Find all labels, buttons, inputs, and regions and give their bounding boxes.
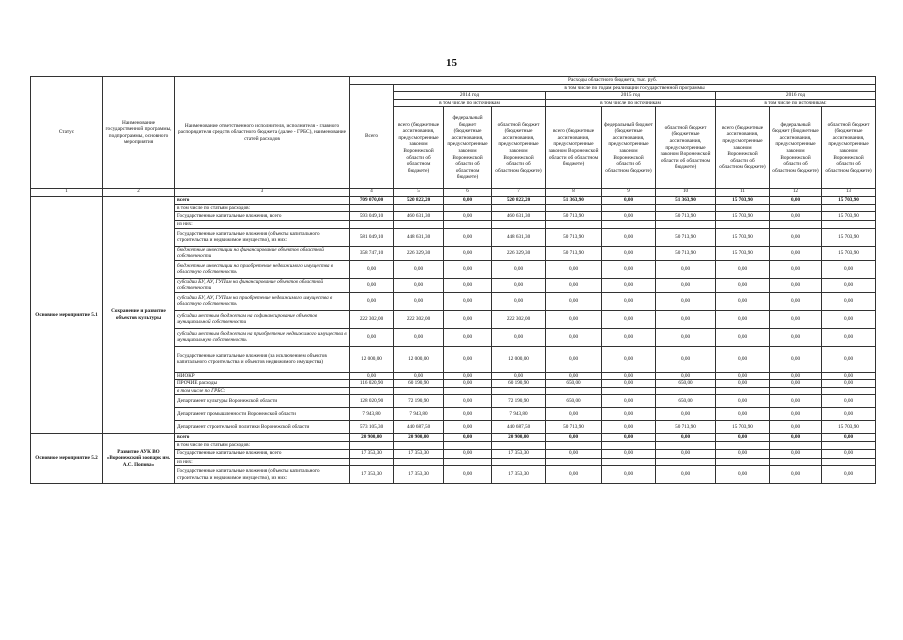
value-cell: 0,00	[822, 310, 876, 328]
value-cell: 7 943,80	[350, 408, 394, 421]
value-cell: 0,00	[602, 212, 656, 221]
value-cell	[394, 387, 444, 395]
header-col-all-2014: всего (бюджетные ассигнования, предусмотренные законом Воронежской области об областном бюджете)	[394, 107, 444, 189]
value-cell: 0,00	[350, 328, 394, 346]
value-cell: 0,00	[770, 196, 822, 204]
value-cell	[602, 204, 656, 212]
value-cell: 0,00	[716, 278, 770, 292]
value-cell: 0,00	[350, 292, 394, 310]
value-cell	[770, 204, 822, 212]
value-cell: 17 353,30	[350, 466, 394, 484]
value-cell: 0,00	[394, 260, 444, 278]
value-cell: 0,00	[770, 395, 822, 408]
table-header	[31, 77, 876, 197]
value-cell: 15 703,90	[716, 228, 770, 246]
value-cell: 0,00	[716, 328, 770, 346]
expense-item-label: в том числе по ГРБС:	[175, 387, 350, 395]
value-cell: 0,00	[770, 434, 822, 442]
header-sources-2014: в том числе по источникам	[394, 99, 546, 107]
value-cell	[350, 442, 394, 450]
program-name-cell: Развитие АУК ВО «Воронежский зоопарк им. А.С. Попова»	[103, 434, 175, 484]
value-cell	[444, 458, 492, 466]
value-cell	[546, 221, 602, 229]
header-sources-2015: в том числе по источникам	[546, 99, 716, 107]
value-cell: 15 703,90	[822, 228, 876, 246]
value-cell: 0,00	[394, 278, 444, 292]
value-cell: 12 000,00	[350, 346, 394, 372]
value-cell: 0,00	[656, 260, 716, 278]
value-cell: 0,00	[444, 434, 492, 442]
value-cell: 50 713,90	[656, 212, 716, 221]
header-col-reg-2016: областной бюджет (бюджетные ассигнования, предусмотренные законом Воронежской области об областном бюджете)	[822, 107, 876, 189]
value-cell: 50 713,90	[546, 421, 602, 434]
value-cell	[716, 458, 770, 466]
value-cell: 709 070,00	[350, 196, 394, 204]
expense-item-label: всего	[175, 196, 350, 204]
value-cell: 7 943,80	[394, 408, 444, 421]
value-cell	[602, 387, 656, 395]
value-cell	[394, 221, 444, 229]
expense-item-label: Государственные капитальные вложения (объекты капитального строительства и недвижимое имущество), из них:	[175, 228, 350, 246]
value-cell: 448 631,30	[394, 228, 444, 246]
value-cell: 0,00	[444, 260, 492, 278]
value-cell	[546, 442, 602, 450]
value-cell: 0,00	[656, 449, 716, 458]
value-cell: 60 190,90	[492, 380, 546, 388]
value-cell: 0,00	[716, 408, 770, 421]
value-cell: 650,00	[656, 380, 716, 388]
value-cell: 50 713,90	[656, 246, 716, 260]
value-cell: 0,00	[770, 212, 822, 221]
budget-table	[30, 76, 876, 484]
value-cell: 72 190,90	[492, 395, 546, 408]
value-cell: 0,00	[602, 246, 656, 260]
value-cell: 0,00	[350, 260, 394, 278]
value-cell	[602, 442, 656, 450]
value-cell: 440 687,50	[394, 421, 444, 434]
expense-item-label: из них:	[175, 458, 350, 466]
expense-item-label: Государственные капитальные вложения, всего	[175, 212, 350, 221]
value-cell	[492, 204, 546, 212]
value-cell: 0,00	[602, 434, 656, 442]
value-cell: 0,00	[444, 421, 492, 434]
value-cell	[444, 221, 492, 229]
header-status: Статус	[31, 77, 103, 189]
value-cell	[350, 458, 394, 466]
header-sources-2016: в том числе по источникам:	[716, 99, 876, 107]
value-cell	[716, 221, 770, 229]
header-year-2015: 2015 год	[546, 92, 716, 100]
value-cell: 0,00	[716, 449, 770, 458]
value-cell: 0,00	[770, 278, 822, 292]
value-cell: 20 900,00	[492, 434, 546, 442]
value-cell	[656, 204, 716, 212]
status-cell: Основное мероприятие 5.2	[31, 434, 103, 484]
value-cell: 17 353,30	[394, 466, 444, 484]
value-cell: 0,00	[716, 372, 770, 380]
value-cell: 15 703,90	[716, 212, 770, 221]
value-cell: 128 020,90	[350, 395, 394, 408]
value-cell	[716, 442, 770, 450]
program-name-cell: Сохранение и развитие объектов культуры	[103, 196, 175, 434]
value-cell: 0,00	[716, 395, 770, 408]
expense-item-label: субсидии местным бюджетам на приобретение недвижимого имущества в муниципальную собственность	[175, 328, 350, 346]
value-cell	[716, 387, 770, 395]
value-cell	[350, 221, 394, 229]
value-cell: 0,00	[444, 466, 492, 484]
value-cell: 17 353,30	[394, 449, 444, 458]
expense-item-label: субсидии БУ, АУ, ГУПам на приобретение недвижимого имущества в областную собственность	[175, 292, 350, 310]
value-cell: 0,00	[444, 196, 492, 204]
value-cell: 0,00	[546, 310, 602, 328]
value-cell: 0,00	[492, 278, 546, 292]
value-cell: 12 000,00	[394, 346, 444, 372]
value-cell: 650,00	[546, 395, 602, 408]
column-number: 3	[175, 189, 350, 196]
column-number: 5	[394, 189, 444, 196]
value-cell: 0,00	[444, 212, 492, 221]
value-cell: 0,00	[444, 380, 492, 388]
value-cell: 650,00	[656, 395, 716, 408]
value-cell: 0,00	[492, 292, 546, 310]
value-cell: 0,00	[822, 346, 876, 372]
expense-item-label: ПРОЧИЕ расходы	[175, 380, 350, 388]
expense-item-label: Государственные капитальные вложения (за исключением объектов капитального строительства и объектов недвижимого имущества)	[175, 346, 350, 372]
value-cell: 0,00	[770, 246, 822, 260]
value-cell	[822, 442, 876, 450]
value-cell: 0,00	[602, 310, 656, 328]
value-cell: 0,00	[444, 278, 492, 292]
value-cell: 0,00	[822, 466, 876, 484]
value-cell: 573 105,30	[350, 421, 394, 434]
header-total: Всего	[350, 84, 394, 189]
header-col-all-2016: всего (бюджетные ассигнования, предусмотренные законом Воронежской области об областном бюджете)	[716, 107, 770, 189]
value-cell: 50 713,90	[656, 421, 716, 434]
value-cell: 72 190,90	[394, 395, 444, 408]
value-cell: 50 713,90	[546, 246, 602, 260]
value-cell: 50 713,90	[656, 228, 716, 246]
value-cell: 0,00	[716, 466, 770, 484]
value-cell	[492, 442, 546, 450]
header-year-2016: 2016 год	[716, 92, 876, 100]
value-cell	[822, 458, 876, 466]
value-cell: 0,00	[394, 328, 444, 346]
value-cell: 0,00	[444, 372, 492, 380]
value-cell: 0,00	[602, 380, 656, 388]
value-cell: 0,00	[444, 292, 492, 310]
value-cell	[492, 387, 546, 395]
header-name: Наименование государственной программы, подпрограммы, основного мероприятия	[103, 77, 175, 189]
value-cell: 0,00	[602, 346, 656, 372]
table-body	[31, 196, 876, 484]
expense-item-label: Департамент культуры Воронежской области	[175, 395, 350, 408]
expense-item-label: из них:	[175, 221, 350, 229]
value-cell: 593 049,10	[350, 212, 394, 221]
column-number: 10	[656, 189, 716, 196]
value-cell	[770, 221, 822, 229]
value-cell: 0,00	[602, 328, 656, 346]
value-cell: 0,00	[716, 260, 770, 278]
value-cell: 0,00	[770, 380, 822, 388]
header-year-2014: 2014 год	[394, 92, 546, 100]
value-cell: 17 353,30	[492, 449, 546, 458]
value-cell: 0,00	[822, 395, 876, 408]
column-number: 12	[770, 189, 822, 196]
value-cell	[822, 387, 876, 395]
value-cell	[350, 204, 394, 212]
value-cell: 0,00	[444, 228, 492, 246]
value-cell: 0,00	[656, 466, 716, 484]
value-cell	[394, 442, 444, 450]
value-cell: 0,00	[770, 346, 822, 372]
expense-item-label: бюджетные инвестиции на приобретение недвижимого имущества в областную собственность	[175, 260, 350, 278]
expense-item-label: субсидии местным бюджетам на софинансирование объектов муниципальной собственности	[175, 310, 350, 328]
value-cell	[492, 221, 546, 229]
value-cell: 520 822,20	[492, 196, 546, 204]
value-cell: 0,00	[602, 372, 656, 380]
value-cell: 15 703,90	[716, 421, 770, 434]
value-cell	[656, 221, 716, 229]
value-cell: 0,00	[444, 395, 492, 408]
column-number: 2	[103, 189, 175, 196]
column-number: 9	[602, 189, 656, 196]
status-cell: Основное мероприятие 5.1	[31, 196, 103, 434]
value-cell: 0,00	[602, 278, 656, 292]
value-cell: 0,00	[822, 434, 876, 442]
value-cell: 0,00	[350, 372, 394, 380]
column-number: 4	[350, 189, 394, 196]
value-cell	[492, 458, 546, 466]
value-cell	[546, 458, 602, 466]
header-executor: Наименование ответственного исполнителя, исполнителя - главного распорядителя средств областного бюджета (далее - ГРБС), наименование статей расходов	[175, 77, 350, 189]
column-number: 13	[822, 189, 876, 196]
value-cell	[822, 204, 876, 212]
value-cell: 0,00	[716, 346, 770, 372]
value-cell: 0,00	[770, 372, 822, 380]
value-cell	[822, 221, 876, 229]
value-cell: 15 703,90	[822, 421, 876, 434]
value-cell	[546, 204, 602, 212]
expense-item-label: Департамент промышленности Воронежской области	[175, 408, 350, 421]
value-cell: 0,00	[716, 292, 770, 310]
value-cell: 0,00	[350, 278, 394, 292]
value-cell: 15 703,90	[716, 246, 770, 260]
value-cell: 7 943,80	[492, 408, 546, 421]
expense-item-label: в том числе по статьям расходов:	[175, 204, 350, 212]
value-cell: 0,00	[822, 292, 876, 310]
value-cell: 0,00	[770, 421, 822, 434]
expense-item-label: Государственные капитальные вложения, всего	[175, 449, 350, 458]
value-cell: 15 703,90	[822, 246, 876, 260]
value-cell: 0,00	[716, 434, 770, 442]
table-row	[31, 196, 876, 204]
value-cell: 0,00	[546, 346, 602, 372]
expense-item-label: бюджетные инвестиции на финансирование объектов областной собственности	[175, 246, 350, 260]
value-cell	[716, 204, 770, 212]
value-cell: 222 302,00	[394, 310, 444, 328]
value-cell: 0,00	[656, 292, 716, 310]
header-col-reg-2015: областной бюджет (бюджетные ассигнования, предусмотренные законом Воронежской области об областном бюджете)	[656, 107, 716, 189]
value-cell: 0,00	[770, 228, 822, 246]
value-cell: 0,00	[444, 246, 492, 260]
expense-item-label: всего	[175, 434, 350, 442]
header-col-fed-2016: федеральный бюджет (бюджетные ассигнования, предусмотренные законом Воронежской области об областном бюджете)	[770, 107, 822, 189]
value-cell	[770, 387, 822, 395]
value-cell: 0,00	[602, 408, 656, 421]
value-cell: 0,00	[444, 346, 492, 372]
value-cell: 17 353,30	[492, 466, 546, 484]
value-cell	[602, 221, 656, 229]
value-cell: 448 631,30	[492, 228, 546, 246]
column-number: 8	[546, 189, 602, 196]
column-numbers-row	[31, 189, 876, 196]
value-cell: 0,00	[602, 292, 656, 310]
value-cell: 0,00	[822, 449, 876, 458]
value-cell: 0,00	[492, 260, 546, 278]
value-cell: 51 363,90	[546, 196, 602, 204]
column-number: 11	[716, 189, 770, 196]
header-col-fed-2015: федеральный бюджет (бюджетные ассигнования, предусмотренные законом Воронежской области об областном бюджете)	[602, 107, 656, 189]
value-cell	[602, 458, 656, 466]
value-cell: 520 822,20	[394, 196, 444, 204]
value-cell: 0,00	[394, 372, 444, 380]
value-cell: 0,00	[546, 260, 602, 278]
value-cell: 50 713,90	[546, 228, 602, 246]
value-cell: 15 703,90	[822, 196, 876, 204]
value-cell: 51 363,90	[656, 196, 716, 204]
value-cell: 226 329,30	[492, 246, 546, 260]
value-cell	[350, 387, 394, 395]
value-cell: 0,00	[546, 278, 602, 292]
value-cell: 0,00	[602, 260, 656, 278]
value-cell: 0,00	[444, 310, 492, 328]
value-cell: 0,00	[770, 260, 822, 278]
value-cell: 20 900,00	[350, 434, 394, 442]
value-cell: 0,00	[822, 260, 876, 278]
value-cell: 17 353,30	[350, 449, 394, 458]
value-cell: 15 703,90	[822, 212, 876, 221]
value-cell: 0,00	[546, 408, 602, 421]
expense-item-label: Департамент строительной политики Воронежской области	[175, 421, 350, 434]
value-cell: 0,00	[546, 292, 602, 310]
value-cell: 0,00	[492, 328, 546, 346]
value-cell: 0,00	[546, 434, 602, 442]
value-cell: 0,00	[546, 449, 602, 458]
value-cell: 0,00	[656, 408, 716, 421]
header-second: в том числе по годам реализации государственной программы	[394, 84, 876, 92]
value-cell	[444, 387, 492, 395]
value-cell: 460 631,30	[492, 212, 546, 221]
value-cell: 0,00	[444, 408, 492, 421]
value-cell: 0,00	[822, 328, 876, 346]
value-cell: 0,00	[656, 346, 716, 372]
value-cell: 0,00	[394, 292, 444, 310]
value-cell: 0,00	[444, 328, 492, 346]
value-cell: 15 703,90	[716, 196, 770, 204]
value-cell: 0,00	[546, 372, 602, 380]
value-cell	[770, 442, 822, 450]
value-cell: 0,00	[770, 408, 822, 421]
expense-item-label: Государственные капитальные вложения (объекты капитального строительства и недвижимое имущество), из них:	[175, 466, 350, 484]
column-number: 6	[444, 189, 492, 196]
value-cell: 0,00	[656, 434, 716, 442]
value-cell: 0,00	[770, 310, 822, 328]
value-cell: 0,00	[656, 372, 716, 380]
value-cell	[656, 442, 716, 450]
value-cell: 358 747,10	[350, 246, 394, 260]
header-top: Расходы областного бюджета, тыс. руб.	[350, 77, 876, 85]
value-cell: 0,00	[716, 380, 770, 388]
value-cell: 460 631,30	[394, 212, 444, 221]
header-col-reg-2014: областной бюджет (бюджетные ассигнования, предусмотренные законом Воронежской области об областном бюджете)	[492, 107, 546, 189]
header-col-all-2015: всего (бюджетные ассигнования, предусмотренные законом Воронежской области об областном бюджете)	[546, 107, 602, 189]
column-number: 7	[492, 189, 546, 196]
header-col-fed-2014: федеральный бюджет (бюджетные ассигнования, предусмотренные законом Воронежской области об областном бюджете)	[444, 107, 492, 189]
value-cell: 0,00	[602, 228, 656, 246]
value-cell: 0,00	[770, 328, 822, 346]
expense-item-label: НИОКР	[175, 372, 350, 380]
value-cell: 0,00	[444, 449, 492, 458]
value-cell: 0,00	[546, 328, 602, 346]
page-number: 15	[446, 57, 457, 69]
value-cell: 222 302,00	[492, 310, 546, 328]
value-cell: 0,00	[770, 292, 822, 310]
value-cell	[656, 387, 716, 395]
column-number: 1	[31, 189, 103, 196]
value-cell	[770, 458, 822, 466]
value-cell: 12 000,00	[492, 346, 546, 372]
value-cell: 0,00	[770, 466, 822, 484]
value-cell: 116 020,90	[350, 380, 394, 388]
expense-item-label: в том числе по статьям расходов:	[175, 442, 350, 450]
value-cell	[546, 387, 602, 395]
value-cell: 0,00	[602, 449, 656, 458]
value-cell: 222 302,00	[350, 310, 394, 328]
value-cell: 581 049,10	[350, 228, 394, 246]
value-cell: 0,00	[822, 380, 876, 388]
value-cell: 226 329,30	[394, 246, 444, 260]
value-cell: 440 687,50	[492, 421, 546, 434]
value-cell	[394, 204, 444, 212]
value-cell: 0,00	[602, 395, 656, 408]
value-cell: 0,00	[492, 372, 546, 380]
table-row	[31, 434, 876, 442]
value-cell: 20 900,00	[394, 434, 444, 442]
value-cell: 0,00	[602, 421, 656, 434]
value-cell	[656, 458, 716, 466]
expense-item-label: субсидии БУ, АУ, ГУПам на финансирование объектов областной собственности	[175, 278, 350, 292]
value-cell: 0,00	[602, 196, 656, 204]
value-cell: 60 190,90	[394, 380, 444, 388]
value-cell: 0,00	[822, 278, 876, 292]
value-cell: 650,00	[546, 380, 602, 388]
value-cell: 0,00	[770, 449, 822, 458]
value-cell	[394, 458, 444, 466]
value-cell: 0,00	[656, 328, 716, 346]
value-cell	[444, 204, 492, 212]
value-cell: 0,00	[822, 408, 876, 421]
value-cell: 0,00	[602, 466, 656, 484]
value-cell: 50 713,90	[546, 212, 602, 221]
value-cell: 0,00	[822, 372, 876, 380]
value-cell: 0,00	[716, 310, 770, 328]
value-cell: 0,00	[546, 466, 602, 484]
value-cell: 0,00	[656, 278, 716, 292]
value-cell	[444, 442, 492, 450]
value-cell: 0,00	[656, 310, 716, 328]
